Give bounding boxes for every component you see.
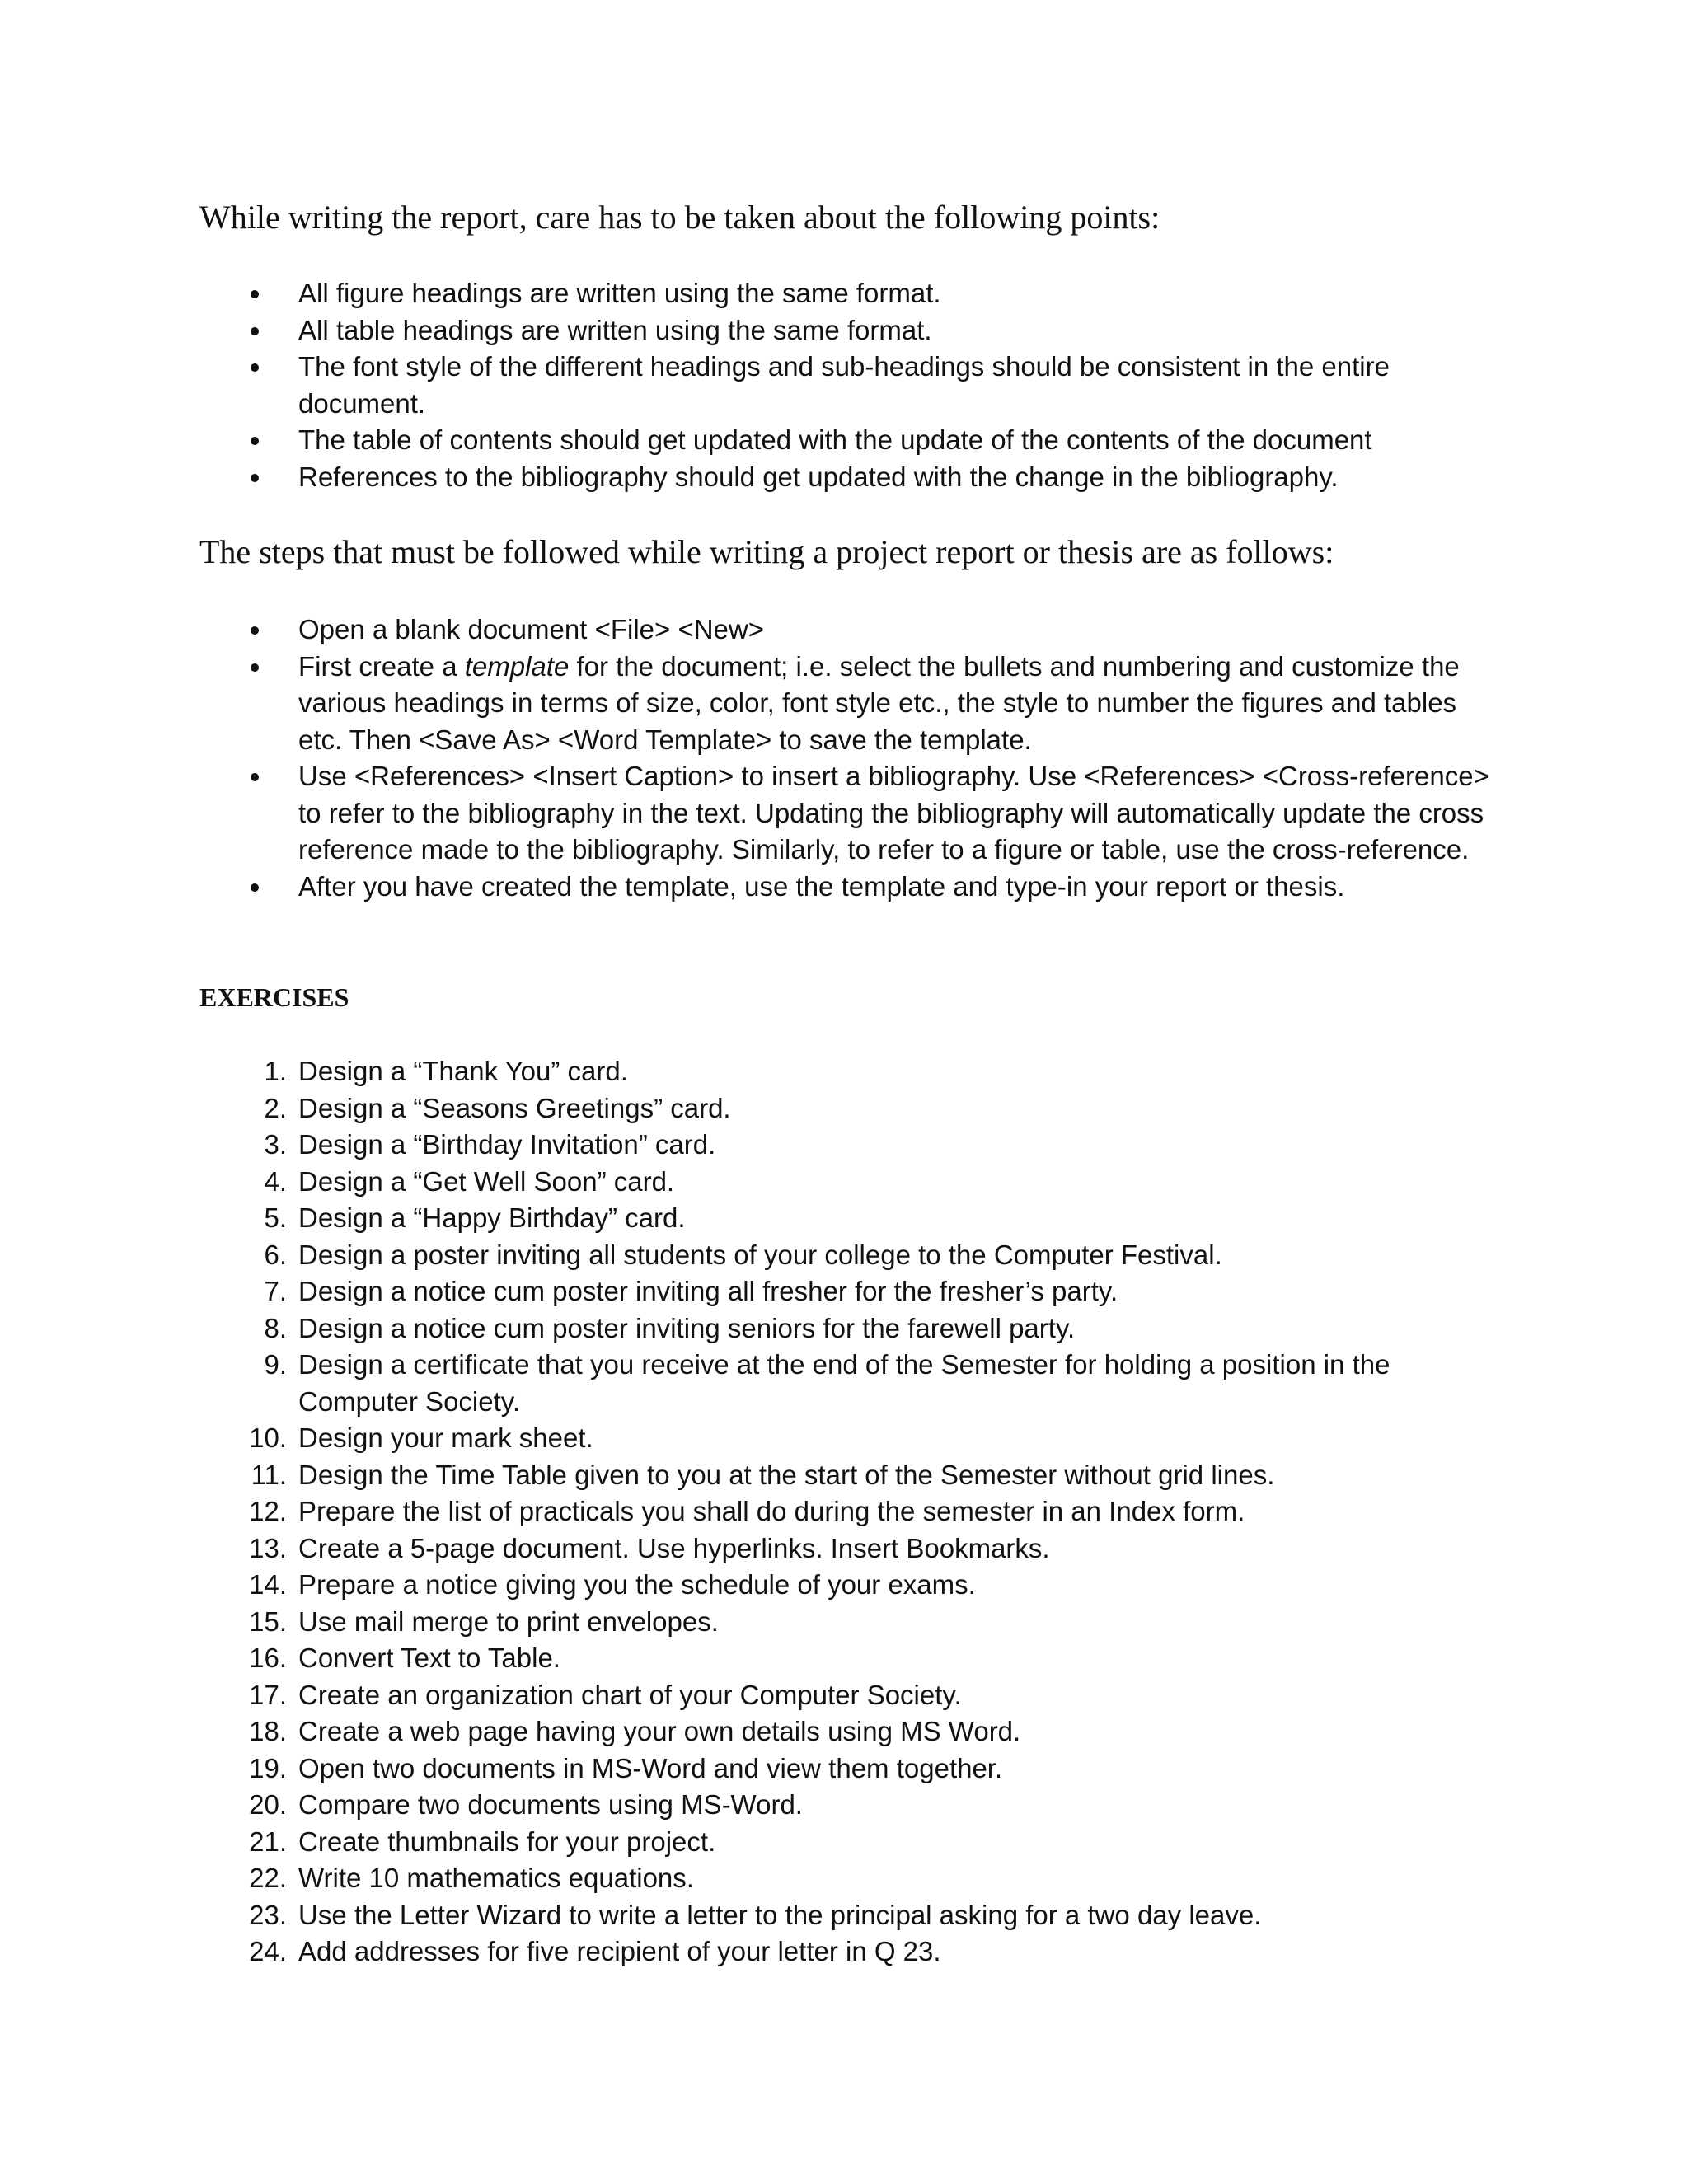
exercise-item bbox=[223, 1750, 1508, 1788]
exercise-item bbox=[223, 1604, 1508, 1641]
list-item-text: The table of contents should get updated with the update of the contents of the document bbox=[298, 424, 1372, 455]
exercise-text: Create thumbnails for your project. bbox=[298, 1825, 716, 1857]
list-item-text: Use <References> <Insert Caption> to insert a bibliography. Use <References> <Cross-reference> to refer to the bibliography in the text. Updating the bibliography will automatically update the cross reference made to the bibliography. Similarly, to refer to a figure or table, use the cross-reference. bbox=[298, 761, 1489, 865]
intro-paragraph-steps: The steps that must be followed while writing a project report or thesis are as follows: bbox=[199, 533, 1334, 570]
exercise-text: Use mail merge to print envelopes. bbox=[298, 1605, 719, 1637]
list-item-text: All figure headings are written using the same format. bbox=[298, 278, 941, 308]
exercise-item bbox=[223, 1273, 1508, 1310]
exercise-number: 4. bbox=[264, 1165, 287, 1197]
exercise-item bbox=[223, 1053, 1508, 1090]
exercise-text: Design a “Get Well Soon” card. bbox=[298, 1165, 675, 1197]
exercise-number: 7. bbox=[264, 1276, 287, 1306]
list-item-text: After you have created the template, use the template and type-in your report or thesis. bbox=[298, 870, 1345, 902]
exercise-text: Convert Text to Table. bbox=[298, 1643, 560, 1673]
exercise-number: 18. bbox=[249, 1716, 287, 1746]
exercise-text: Compare two documents using MS-Word. bbox=[298, 1789, 803, 1820]
exercise-text: Write 10 mathematics equations. bbox=[298, 1863, 694, 1893]
list-item-text: The font style of the different headings and sub-headings should be consistent in the entire document. bbox=[298, 351, 1390, 419]
exercise-item bbox=[223, 1787, 1508, 1824]
exercise-item bbox=[223, 1530, 1508, 1568]
exercise-text: Prepare the list of practicals you shall do during the semester in an Index form. bbox=[298, 1496, 1245, 1526]
exercise-number: 16. bbox=[249, 1643, 287, 1673]
exercise-text: Create an organization chart of your Computer Society. bbox=[298, 1679, 962, 1710]
points-bullet-list bbox=[247, 275, 1500, 495]
list-item bbox=[247, 459, 1500, 496]
exercise-text: Design a notice cum poster inviting all fresher for the fresher’s party. bbox=[298, 1276, 1118, 1306]
exercise-number: 5. bbox=[264, 1202, 287, 1233]
exercise-item bbox=[223, 1933, 1508, 1971]
exercise-item bbox=[223, 1310, 1508, 1347]
exercise-item bbox=[223, 1677, 1508, 1714]
intro-paragraph-points: While writing the report, care has to be taken about the following points: bbox=[199, 199, 1160, 236]
exercise-number: 17. bbox=[249, 1679, 287, 1710]
exercise-text: Design a “Thank You” card. bbox=[298, 1056, 628, 1086]
exercise-number: 10. bbox=[249, 1422, 287, 1453]
exercise-item bbox=[223, 1200, 1508, 1237]
exercises-list bbox=[223, 1053, 1508, 1971]
exercise-text: Add addresses for five recipient of your letter in Q 23. bbox=[298, 1936, 941, 1966]
list-item bbox=[247, 869, 1500, 906]
exercise-number: 23. bbox=[249, 1899, 287, 1930]
exercise-text: Design your mark sheet. bbox=[298, 1422, 593, 1453]
exercise-item bbox=[223, 1567, 1508, 1604]
exercise-text: Open two documents in MS-Word and view them together. bbox=[298, 1752, 1003, 1783]
exercise-number: 9. bbox=[264, 1349, 287, 1380]
exercise-item bbox=[223, 1164, 1508, 1201]
exercise-text: Design a poster inviting all students of your college to the Computer Festival. bbox=[298, 1239, 1222, 1270]
list-item bbox=[247, 312, 1500, 349]
exercise-item bbox=[223, 1897, 1508, 1934]
exercise-item bbox=[223, 1824, 1508, 1861]
list-item bbox=[247, 349, 1500, 422]
exercise-number: 1. bbox=[264, 1056, 287, 1086]
exercise-item bbox=[223, 1127, 1508, 1164]
list-item-text: References to the bibliography should get updated with the change in the bibliography. bbox=[298, 461, 1339, 492]
list-item bbox=[247, 275, 1500, 312]
exercise-number: 20. bbox=[249, 1789, 287, 1820]
exercise-item bbox=[223, 1420, 1508, 1457]
list-item bbox=[247, 649, 1500, 759]
list-item-text: All table headings are written using the same format. bbox=[298, 314, 932, 345]
exercise-number: 2. bbox=[264, 1092, 287, 1123]
steps-bullet-list bbox=[247, 612, 1500, 905]
list-item-text: Open a blank document <File> <New> bbox=[298, 614, 765, 644]
exercise-number: 11. bbox=[251, 1459, 287, 1490]
exercise-item bbox=[223, 1347, 1508, 1420]
exercise-item bbox=[223, 1493, 1508, 1530]
exercise-number: 3. bbox=[264, 1129, 287, 1160]
exercise-text: Design a certificate that you receive at the end of the Semester for holding a position in the Computer Society. bbox=[298, 1349, 1390, 1417]
exercise-number: 19. bbox=[249, 1752, 287, 1783]
exercise-text: Design a “Birthday Invitation” card. bbox=[298, 1129, 716, 1160]
exercise-item bbox=[223, 1713, 1508, 1750]
exercise-text: Design a notice cum poster inviting seniors for the farewell party. bbox=[298, 1312, 1076, 1343]
list-item bbox=[247, 758, 1500, 869]
list-item bbox=[247, 612, 1500, 649]
exercise-text: Design the Time Table given to you at the start of the Semester without grid lines. bbox=[298, 1459, 1275, 1490]
exercise-number: 21. bbox=[249, 1825, 287, 1857]
exercise-text: Design a “Happy Birthday” card. bbox=[298, 1202, 686, 1233]
exercise-number: 13. bbox=[249, 1532, 287, 1563]
exercise-item bbox=[223, 1090, 1508, 1127]
exercise-text: Design a “Seasons Greetings” card. bbox=[298, 1092, 731, 1123]
exercise-item bbox=[223, 1457, 1508, 1494]
exercise-number: 14. bbox=[249, 1569, 287, 1600]
exercise-text: Use the Letter Wizard to write a letter to the principal asking for a two day leave. bbox=[298, 1899, 1262, 1930]
exercise-number: 15. bbox=[249, 1605, 287, 1637]
list-item-text-lead: First create a bbox=[298, 650, 465, 682]
template-emphasis: template bbox=[464, 650, 570, 682]
exercise-number: 6. bbox=[264, 1239, 287, 1270]
exercise-text: Create a 5-page document. Use hyperlinks. Insert Bookmarks. bbox=[298, 1532, 1050, 1563]
exercise-number: 8. bbox=[264, 1312, 287, 1343]
list-item-text-rest: for the document; i.e. select the bullets and numbering and customize the various headings in terms of size, color, font style etc., the style to number the figures and tables etc. Then <Save As> <Word Template> to save the template. bbox=[298, 650, 1460, 755]
list-item bbox=[247, 422, 1500, 459]
exercise-item bbox=[223, 1860, 1508, 1897]
exercise-text: Create a web page having your own details using MS Word. bbox=[298, 1716, 1021, 1746]
exercise-text: Prepare a notice giving you the schedule of your exams. bbox=[298, 1569, 976, 1600]
exercises-heading: EXERCISES bbox=[199, 982, 349, 1012]
exercise-number: 12. bbox=[249, 1496, 287, 1526]
exercise-number: 22. bbox=[249, 1863, 287, 1893]
exercise-item bbox=[223, 1640, 1508, 1677]
exercise-item bbox=[223, 1237, 1508, 1274]
exercise-number: 24. bbox=[249, 1936, 287, 1966]
